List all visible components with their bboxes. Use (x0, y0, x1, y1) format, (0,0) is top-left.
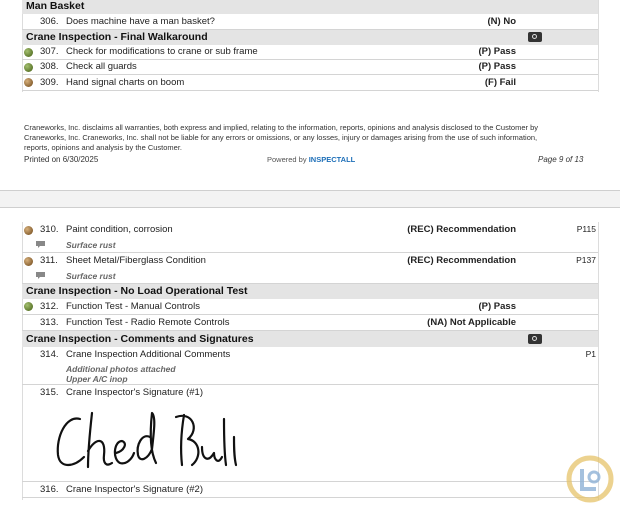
question-answer: (REC) Recommendation (407, 255, 516, 266)
question-number: 309. (40, 77, 59, 88)
inspector-signature (52, 407, 252, 475)
page-break (0, 190, 620, 208)
question-answer: (NA) Not Applicable (427, 317, 516, 328)
disclaimer-text: Craneworks, Inc. disclaims all warranties, both express and implied, relating to the information, reports, opinions and analysis disclosed to the Customer by Craneworks, Inc. Craneworks, Inc. shall not be liable for any errors or omissions, or any losses, injury or damages arising from the use of such information, reports, opinions and analysis by the Customer. (24, 123, 538, 152)
question-number: 307. (40, 46, 59, 57)
photo-reference[interactable]: P1 (585, 349, 596, 359)
question-row-313 (22, 315, 598, 331)
question-text: Does machine have a man basket? (66, 16, 215, 27)
question-answer: (P) Pass (478, 46, 516, 57)
comment-line: Upper A/C inop (66, 374, 128, 384)
page-number: Page 9 of 13 (538, 155, 584, 164)
question-row-310 (22, 222, 598, 253)
question-note: Surface rust (66, 271, 116, 281)
printed-date: Printed on 6/30/2025 (24, 155, 99, 164)
question-number: 315. (40, 387, 59, 398)
section-title: Man Basket (26, 0, 85, 12)
question-row-314 (22, 347, 598, 385)
question-text: Check all guards (66, 61, 137, 72)
pass-status-icon (24, 63, 33, 72)
question-text: Function Test - Manual Controls (66, 301, 200, 312)
question-answer: (F) Fail (484, 77, 516, 88)
question-text: Crane Inspection Additional Comments (66, 349, 231, 360)
question-row-307 (22, 45, 598, 60)
comment-icon (36, 272, 45, 279)
section-man-basket (22, 0, 598, 14)
question-number: 314. (40, 349, 59, 360)
question-text: Paint condition, corrosion (66, 224, 173, 235)
question-row-315 (22, 385, 598, 482)
question-number: 313. (40, 317, 59, 328)
question-row-311 (22, 253, 598, 284)
question-text: Hand signal charts on boom (66, 77, 185, 88)
comment-line: Additional photos attached (66, 364, 176, 374)
page1-right-border (598, 0, 599, 92)
question-number: 312. (40, 301, 59, 312)
question-answer: (P) Pass (478, 301, 516, 312)
fail-status-icon (24, 78, 33, 87)
section-title: Crane Inspection - Comments and Signatures (26, 333, 254, 345)
powered-by (267, 155, 355, 164)
camera-icon[interactable] (528, 32, 542, 42)
question-answer: (P) Pass (478, 61, 516, 72)
question-text: Crane Inspector's Signature (#1) (66, 387, 203, 398)
question-text: Check for modifications to crane or sub frame (66, 46, 258, 57)
question-answer: (N) No (487, 16, 516, 27)
recommendation-status-icon (24, 226, 33, 235)
section-comments-signatures (22, 331, 598, 347)
question-row-309 (22, 75, 598, 91)
question-row-308 (22, 60, 598, 75)
question-row-306 (22, 14, 598, 30)
question-number: 316. (40, 484, 59, 495)
question-number: 311. (40, 255, 58, 266)
comment-icon (36, 241, 45, 248)
question-number: 306. (40, 16, 59, 27)
camera-icon[interactable] (528, 334, 542, 344)
recommendation-status-icon (24, 257, 33, 266)
section-title: Crane Inspection - No Load Operational Test (26, 285, 248, 297)
powered-by-label: Powered by (267, 155, 309, 164)
watermark-logo (566, 455, 614, 503)
section-final-walkaround (22, 30, 598, 45)
section-no-load-test (22, 284, 598, 299)
question-text: Crane Inspector's Signature (#2) (66, 484, 203, 495)
question-answer: (REC) Recommendation (407, 224, 516, 235)
question-row-316 (22, 482, 598, 498)
question-number: 308. (40, 61, 59, 72)
pass-status-icon (24, 48, 33, 57)
question-note: Surface rust (66, 240, 116, 250)
inspectall-logo: INSPECTALL (308, 155, 356, 164)
photo-reference[interactable]: P137 (576, 255, 596, 265)
question-text: Sheet Metal/Fiberglass Condition (66, 255, 206, 266)
photo-reference[interactable]: P115 (576, 224, 596, 234)
question-number: 310. (40, 224, 59, 235)
section-title: Crane Inspection - Final Walkaround (26, 31, 208, 43)
pass-status-icon (24, 302, 33, 311)
question-row-312 (22, 299, 598, 315)
question-text: Function Test - Radio Remote Controls (66, 317, 230, 328)
